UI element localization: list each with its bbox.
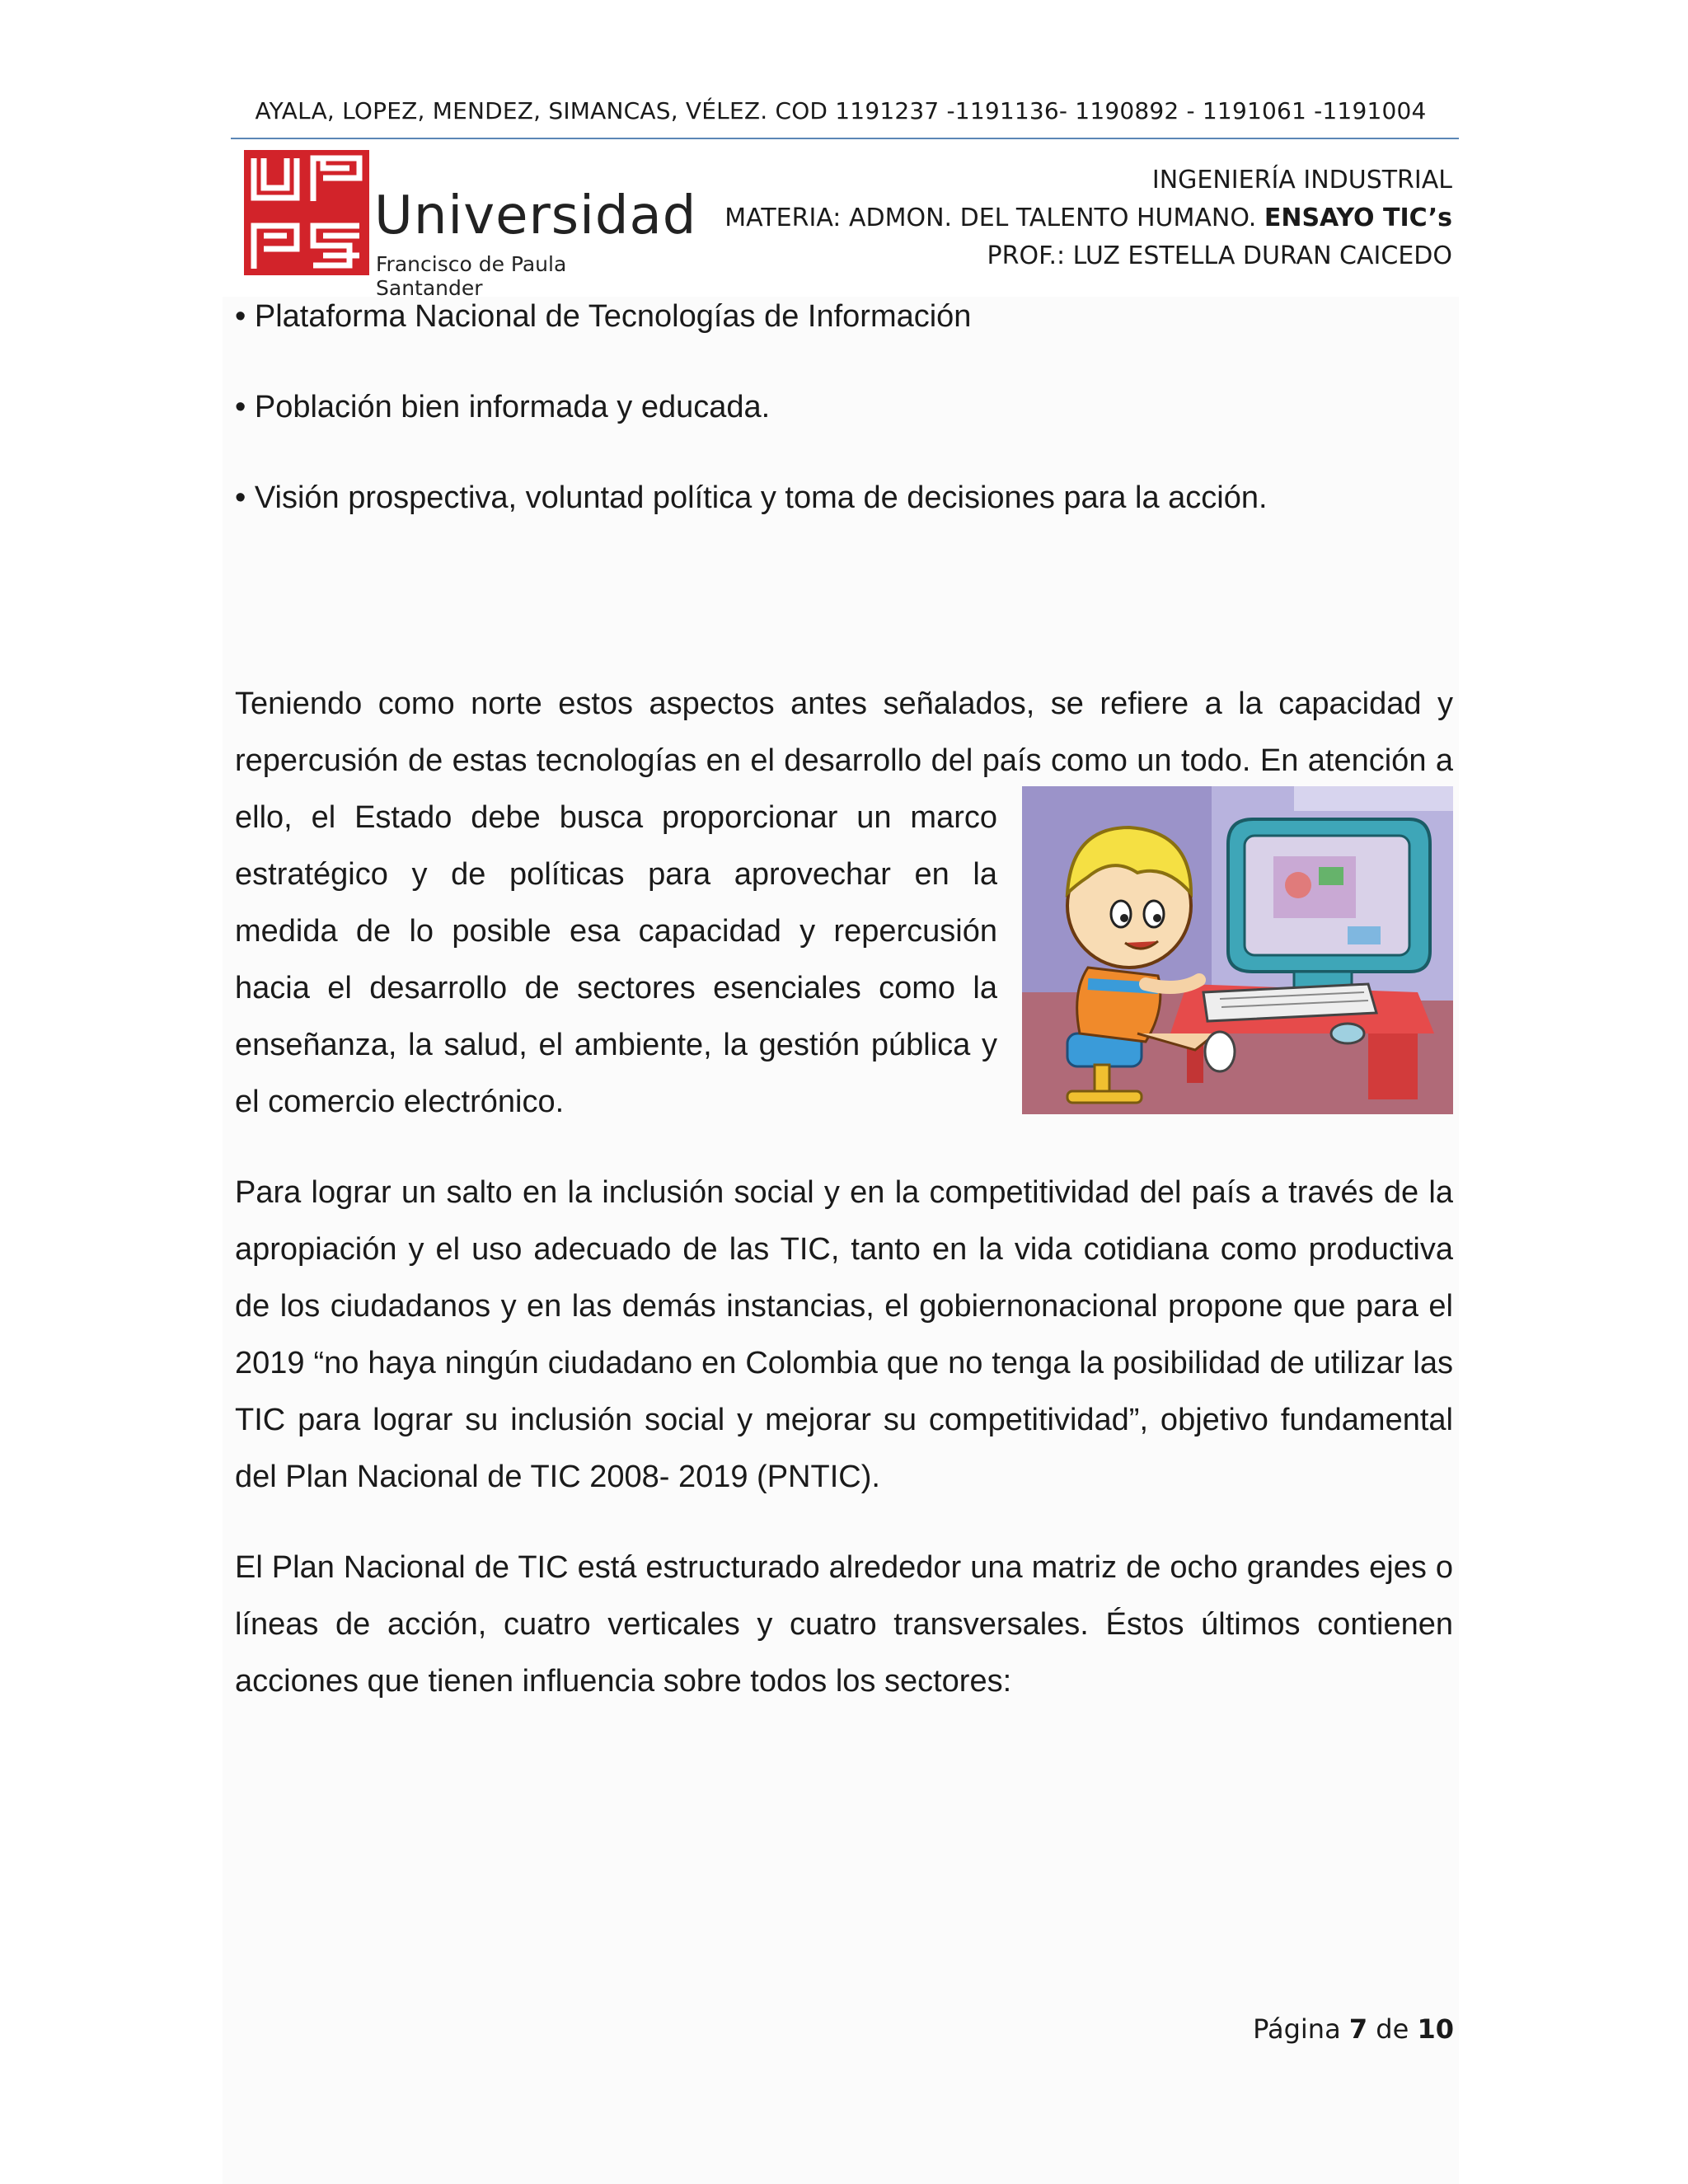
page-footer (1253, 2013, 1454, 2045)
logo-wordmark: Universidad (374, 185, 697, 246)
bullet-item: • Plataforma Nacional de Tecnologías de Información (235, 299, 972, 334)
header-professor: PROF.: LUZ ESTELLA DURAN CAICEDO (987, 241, 1452, 270)
child-computer-illustration (1022, 786, 1453, 1114)
footer-label: Página (1253, 2013, 1349, 2045)
header-course-prefix: MATERIA: ADMON. DEL TALENTO HUMANO. (724, 204, 1264, 232)
header-program: INGENIERÍA INDUSTRIAL (1151, 166, 1452, 194)
body-paragraph: Para lograr un salto en la inclusión social y en la competitividad del país a través de la apropiación y el uso adecuado de las TIC, tanto en la vida cotidiana como productiva de los ciudadanos y en las demás instancias, el gobiernonacional propone que para el 2019 “no haya ningún ciudadano en Colombia que no tenga la posibilidad de utilizar las TIC para lograr su inclusión social y mejorar su competitividad”, objetivo fundamental del Plan Nacional de TIC 2008- 2019 (PNTIC). (235, 1175, 1453, 1494)
bullet-item: • Visión prospectiva, voluntad política y toma de decisiones para la acción. (235, 480, 1268, 515)
footer-of: de (1367, 2013, 1418, 2045)
university-logo (244, 150, 697, 300)
section-spacer (235, 560, 1453, 676)
footer-page-total: 10 (1417, 2013, 1454, 2045)
bullet-item: • Población bien informada y educada. (235, 390, 771, 424)
header-course-bold: ENSAYO TIC’s (1264, 204, 1452, 232)
footer-page-number: 7 (1348, 2013, 1368, 2045)
document-body (235, 288, 1453, 1744)
ufps-logo-icon (244, 150, 369, 275)
body-paragraph: El Plan Nacional de TIC está estructurado alrededor una matriz de ocho grandes ejes o líneas de acción, cuatro verticales y cuatro transversales. Éstos últimos contienen acciones que tienen influencia sobre todos los sectores: (235, 1550, 1453, 1699)
paragraph-rest: atención a ello, el Estado debe busca proporcionar un marco estratégico y de políticas para aprovechar en la medida de lo posible esa capacidad y repercusión hacia el desarrollo de sectores esenciales como la enseñanza, la salud, el ambiente, la gestión pública y el comercio electrónico. (235, 743, 1453, 1119)
body-paragraph (235, 676, 1453, 1131)
header-authors: AYALA, LOPEZ, MENDEZ, SIMANCAS, VÉLEZ. COD 1191237 -1191136- 1190892 - 1191061 -1191004 (255, 97, 1427, 124)
logo-subtitle: Francisco de Paula Santander (376, 252, 567, 300)
header-course-info (724, 162, 1452, 275)
paragraph-lead: Teniendo como norte estos aspectos antes señalados, se refiere a la capacidad y repercusión de estas tecnologías en el desarrollo del país como un todo. En (235, 687, 1453, 778)
header-divider (231, 138, 1459, 139)
header-course (724, 199, 1452, 237)
